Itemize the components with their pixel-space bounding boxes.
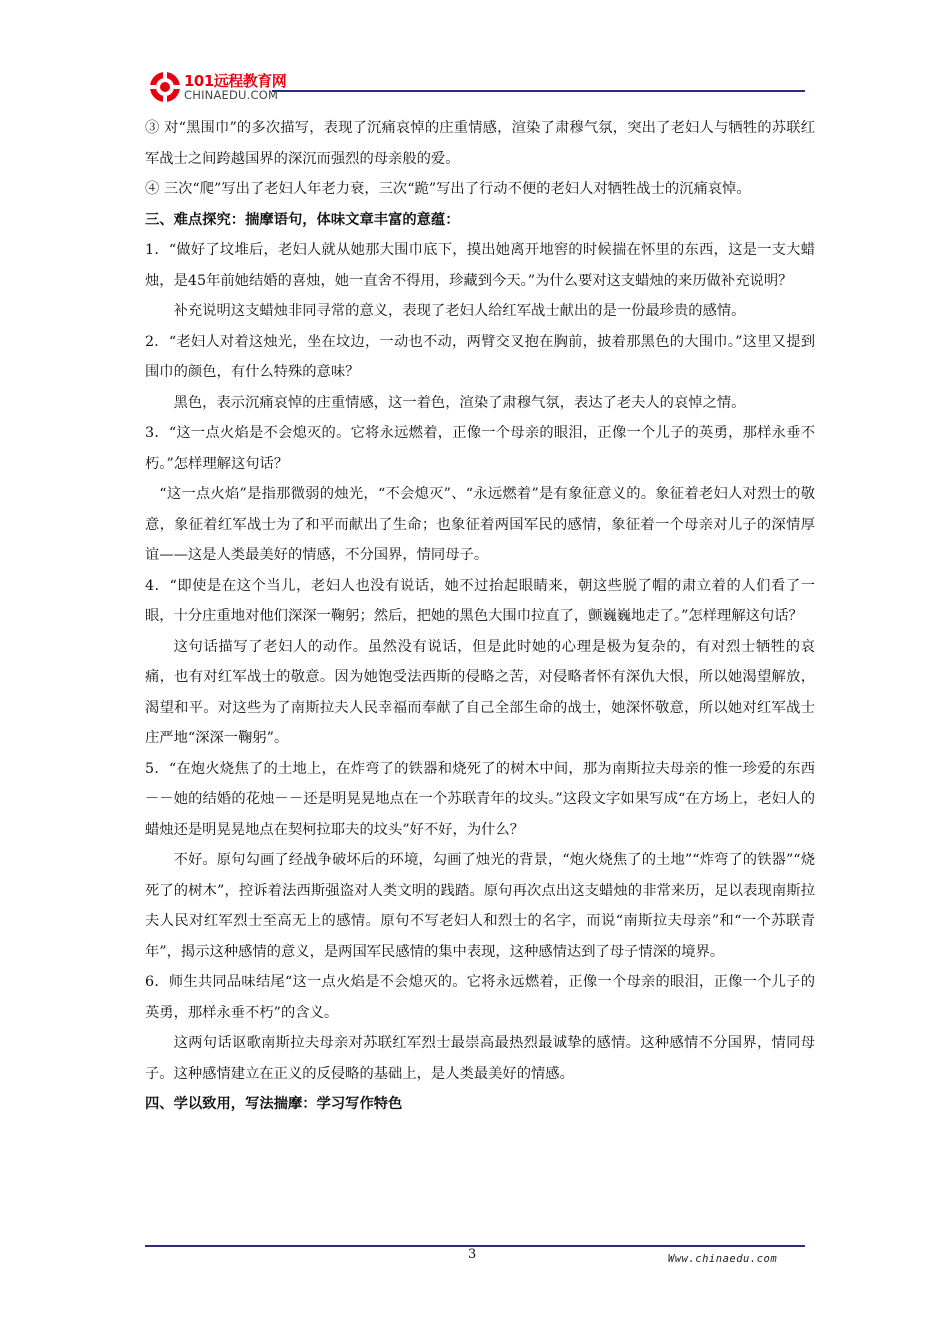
answer-1: 补充说明这支蜡烛非同寻常的意义，表现了老妇人给红军战士献出的是一份最珍贵的感情。 — [173, 303, 746, 319]
logo-title: 101远程教育网 — [184, 72, 287, 90]
section-heading-4: 四、学以致用，写法揣摩：学习写作特色 — [145, 1096, 403, 1112]
question-6: 6．师生共同品味结尾“这一点火焰是不会熄灭的。它将永远燃着，正像一个母亲的眼泪，正像一个儿子的英勇，那样永垂不朽”的含义。 — [145, 974, 815, 1021]
question-3: 3．“这一点火焰是不会熄灭的。它将永远燃着，正像一个母亲的眼泪，正像一个儿子的英勇，那样永垂不朽。”怎样理解这句话？ — [145, 425, 815, 472]
answer-2: 黑色，表示沉痛哀悼的庄重情感，这一着色，渲染了肃穆气氛，表达了老夫人的哀悼之情。 — [173, 394, 746, 411]
answer-3: “这一点火焰”是指那微弱的烛光，“不会熄灭”、“永远燃着”是有象征意义的。象征着老妇人对烈士的敬意，象征着红军战士为了和平而献出了生命；也象征着两国军民的感情，象征着一个母亲对儿子的深情厚谊——这是人类最美好的情感，不分国界，情同母子。 — [145, 486, 815, 563]
logo-icon — [148, 70, 182, 104]
site-logo — [148, 70, 287, 106]
answer-4: 这句话描写了老妇人的动作。虽然没有说话，但是此时她的心理是极为复杂的，有对烈士牺牲的哀痛，也有对红军战士的敬意。因为她饱受法西斯的侵略之苦，对侵略者怀有深仇大恨，所以她渴望解放，渴望和平。对这些为了南斯拉夫人民幸福而奉献了自己全部生命的战士，她深怀敬意，所以她对红军战士庄严地“深深一鞠躬”。 — [145, 638, 815, 746]
question-5: 5．“在炮火烧焦了的土地上，在炸弯了的铁器和烧死了的树木中间，那为南斯拉夫母亲的惟一珍爱的东西－－她的结婚的花烛－－还是明晃晃地点在一个苏联青年的坟头。”这段文字如果写成“在方场上，老妇人的蜡烛还是明晃晃地点在契柯拉耶夫的坟头”好不好，为什么？ — [145, 760, 815, 838]
logo-subtitle: CHINAEDU.COM — [184, 88, 279, 102]
page-number: 3 — [468, 1247, 477, 1262]
paragraph-item4: ④ 三次“爬”写出了老妇人年老力衰，三次“跪”写出了行动不便的老妇人对牺牲战士的沉痛哀悼。 — [145, 181, 751, 197]
document-body — [145, 113, 815, 1120]
paragraph-item3: ③ 对“黑围巾”的多次描写，表现了沉痛哀悼的庄重情感，渲染了肃穆气氛，突出了老妇人与牺牲的苏联红军战士之间跨越国界的深沉而强烈的母亲般的爱。 — [145, 120, 815, 167]
section-heading-3: 三、难点探究：揣摩语句，体味文章丰富的意蕴： — [145, 211, 460, 228]
page-header — [0, 0, 950, 110]
question-1: 1．“做好了坟堆后，老妇人就从她那大围巾底下，摸出她离开地窖的时候揣在怀里的东西，这是一支大蜡烛，是45年前她结婚的喜烛，她一直舍不得用，珍藏到今天。”为什么要对这支蜡烛的来历做补充说明？ — [145, 242, 815, 289]
question-4: 4．“即使是在这个当儿，老妇人也没有说话，她不过抬起眼睛来，朝这些脱了帽的肃立着的人们看了一眼，十分庄重地对他们深深一鞠躬；然后，把她的黑色大围巾拉直了，颤巍巍地走了。”怎样理解这句话？ — [145, 577, 815, 624]
header-rule — [272, 90, 805, 92]
question-2: 2．“老妇人对着这烛光，坐在坟边，一动也不动，两臂交叉抱在胸前，披着那黑色的大围巾。”这里又提到围巾的颜色，有什么特殊的意味？ — [145, 333, 815, 380]
answer-5: 不好。原句勾画了经战争破坏后的环境，勾画了烛光的背景，“炮火烧焦了的土地”“炸弯了的铁器”“烧死了的树木”，控诉着法西斯强盗对人类文明的践踏。原句再次点出这支蜡烛的非常来历，足以表现南斯拉夫人民对红军烈士至高无上的感情。原句不写老妇人和烈士的名字，而说“南斯拉夫母亲”和“一个苏联青年”，揭示这种感情的意义，是两国军民感情的集中表现，这种感情达到了母子情深的境界。 — [145, 852, 815, 960]
answer-6: 这两句话讴歌南斯拉夫母亲对苏联红军烈士最崇高最热烈最诚挚的感情。这种感情不分国界，情同母子。这种感情建立在正义的反侵略的基础上，是人类最美好的情感。 — [145, 1035, 815, 1082]
footer-url: Www.chinaedu.com — [668, 1253, 778, 1265]
